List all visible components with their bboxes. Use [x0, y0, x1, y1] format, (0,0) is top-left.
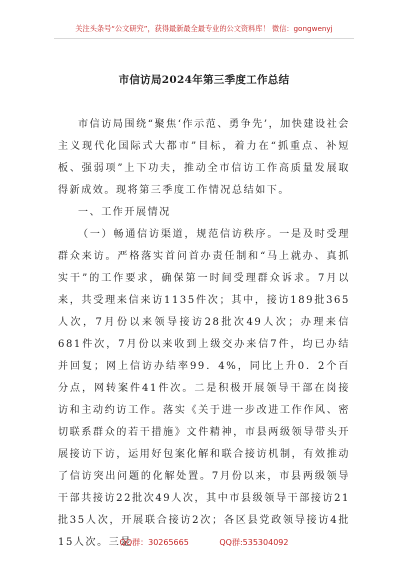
footer — [0, 537, 408, 548]
body-paragraph: （一）畅通信访渠道，规范信访秩序。一是及时受理群众来访。严格落实首问首办责任制和“马上就办、真抓实干”的工作要求，确保第一时间受理群众诉求。7月以来，共受理来信来访1135件次；其中，接访189批365人次，7月份以来领导接访28批次49人次；办理来信681件次，7月份以来收到上级交办来信7件，均已办结并回复；网上信访办结率99．4%，同比上升0．2个百分点，网转案件41件次。二是积极开展领导干部在岗接访和主动约访工作。落实《关于进一步改进工作作风、密切联系群众的若干措施》文件精神，市县两级领导带头开展接访下访，运用好包案化解和联合接访机制，有效推动了信访突出问题的化解处置。7月份以来，市县两级领导干部共接访22批次49人次，其中市县级领导干部接访21批35人次，开展联合接访2次；各区县党政领导接访4批15人次。三是 — [58, 229, 350, 548]
document-title: 市信访局2024年第三季度工作总结 — [118, 74, 290, 86]
header-banner: 关注头条号“公文研究”，获得最新最全最专业的公文资料库！ 微信：gongwenyj — [75, 24, 333, 33]
section-heading: 一、工作开展情况 — [78, 207, 171, 218]
document-body — [58, 114, 350, 554]
footer-qq-group-1: QQ群：30265665 — [119, 538, 189, 547]
intro-paragraph: 市信访局围绕“聚焦‘作示范、勇争先’，加快建设社会主义现代化国际式大都市”目标，着力在“抓重点、补短板、强弱项”上下功夫，推动全市信访工作高质量发展取得新成效。现将第三季度工作情况总结如下。 — [58, 119, 350, 196]
footer-qq-group-2: QQ群:535304092 — [219, 538, 289, 547]
header-divider — [54, 38, 354, 39]
